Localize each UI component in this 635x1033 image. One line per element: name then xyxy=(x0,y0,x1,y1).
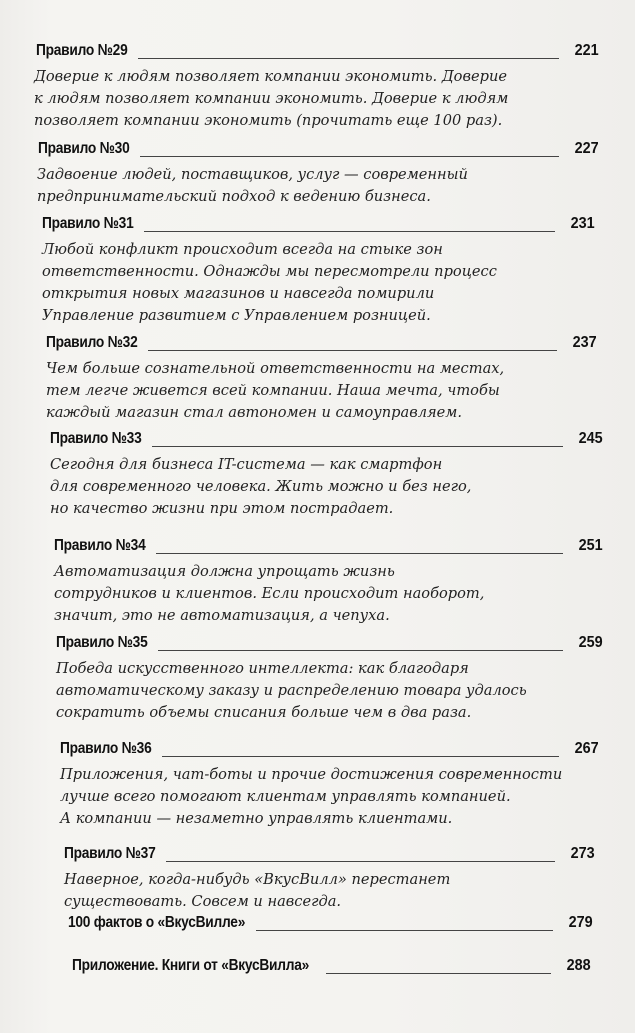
entry-description xyxy=(50,454,635,520)
entry-title: Правило №37 xyxy=(64,845,156,862)
description-line: ответственности. Однажды мы пересмотрели процесс xyxy=(42,263,497,280)
description-line: значит, это не автоматизация, а чепуха. xyxy=(54,607,390,624)
entry-description xyxy=(46,358,635,424)
dot-leader xyxy=(256,930,553,931)
dot-leader xyxy=(140,156,559,157)
page-number: 237 xyxy=(572,334,597,351)
description-line: открытия новых магазинов и навсегда помирили xyxy=(42,285,435,302)
description-line: Чем больше сознательной ответственности на местах, xyxy=(46,360,505,377)
page-number: 221 xyxy=(574,42,599,59)
dot-leader xyxy=(166,861,555,862)
page-number: 267 xyxy=(574,740,599,757)
toc-entry-rule-37 xyxy=(0,845,635,913)
toc-entry-rule-36 xyxy=(0,740,635,830)
description-line: Победа искусственного интеллекта: как благодаря xyxy=(56,660,469,677)
description-line: Автоматизация должна упрощать жизнь xyxy=(54,563,395,580)
entry-title: Правило №31 xyxy=(42,215,134,232)
entry-description xyxy=(60,764,635,830)
toc-entry-rule-32 xyxy=(0,334,635,424)
entry-description xyxy=(37,164,635,208)
description-line: но качество жизни при этом пострадает. xyxy=(50,500,394,517)
dot-leader xyxy=(156,553,563,554)
entry-description xyxy=(64,869,635,913)
entry-title: 100 фактов о «ВкусВилле» xyxy=(68,914,246,931)
page-number: 227 xyxy=(574,140,599,157)
toc-entry-rule-31 xyxy=(0,215,635,327)
entry-title: Приложение. Книги от «ВкусВилла» xyxy=(72,957,310,974)
toc-entry-rule-34 xyxy=(0,537,635,627)
entry-title: Правило №35 xyxy=(56,634,148,651)
entry-title: Правило №29 xyxy=(36,42,128,59)
description-line: сократить объемы списания больше чем в два раза. xyxy=(56,704,472,721)
description-line: Задвоение людей, поставщиков, услуг — современный xyxy=(37,166,468,183)
toc-entry-rule-29 xyxy=(0,42,635,132)
entry-description xyxy=(54,561,635,627)
entry-description xyxy=(42,239,635,327)
page-number: 245 xyxy=(578,430,603,447)
description-line: предпринимательский подход к ведению бизнеса. xyxy=(37,188,431,205)
toc-entry-appendix xyxy=(0,957,635,979)
description-line: лучше всего помогают клиентам управлять компанией. xyxy=(60,788,511,805)
description-line: для современного человека. Жить можно и без него, xyxy=(50,478,472,495)
page-number: 279 xyxy=(568,914,593,931)
description-line: каждый магазин стал автономен и самоуправляем. xyxy=(46,404,463,421)
entry-title: Правило №34 xyxy=(54,537,146,554)
description-line: тем легче живется всей компании. Наша мечта, чтобы xyxy=(46,382,500,399)
page-number: 231 xyxy=(570,215,595,232)
dot-leader xyxy=(326,973,551,974)
toc-entry-rule-35 xyxy=(0,634,635,724)
entry-title: Правило №33 xyxy=(50,430,142,447)
description-line: А компании — незаметно управлять клиентами. xyxy=(60,810,453,827)
entry-title: Правило №36 xyxy=(60,740,152,757)
dot-leader xyxy=(138,58,559,59)
page-number: 288 xyxy=(566,957,591,974)
dot-leader xyxy=(148,350,557,351)
description-line: Наверное, когда-нибудь «ВкусВилл» перестанет xyxy=(64,871,451,888)
dot-leader xyxy=(144,231,555,232)
dot-leader xyxy=(162,756,559,757)
description-line: Доверие к людям позволяет компании экономить. Доверие xyxy=(34,68,507,85)
description-line: Любой конфликт происходит всегда на стыке зон xyxy=(42,241,443,258)
description-line: сотрудников и клиентов. Если происходит наоборот, xyxy=(54,585,485,602)
toc-entry-rule-33 xyxy=(0,430,635,520)
page-number: 273 xyxy=(570,845,595,862)
description-line: к людям позволяет компании экономить. Доверие к людям xyxy=(34,90,509,107)
dot-leader xyxy=(152,446,563,447)
entry-description xyxy=(56,658,635,724)
entry-title: Правило №30 xyxy=(38,140,130,157)
entry-description xyxy=(34,66,635,132)
entry-title: Правило №32 xyxy=(46,334,138,351)
page-number: 251 xyxy=(578,537,603,554)
description-line: автоматическому заказу и распределению товара удалось xyxy=(56,682,527,699)
toc-entry-rule-30 xyxy=(0,140,635,208)
page-number: 259 xyxy=(578,634,603,651)
description-line: Приложения, чат-боты и прочие достижения современности xyxy=(60,766,563,783)
description-line: позволяет компании экономить (прочитать еще 100 раз). xyxy=(34,112,503,129)
description-line: существовать. Совсем и навсегда. xyxy=(64,893,342,910)
toc-entry-100-facts xyxy=(0,914,635,936)
description-line: Сегодня для бизнеса IT-система — как смартфон xyxy=(50,456,443,473)
description-line: Управление развитием с Управлением розницей. xyxy=(42,307,431,324)
dot-leader xyxy=(158,650,563,651)
